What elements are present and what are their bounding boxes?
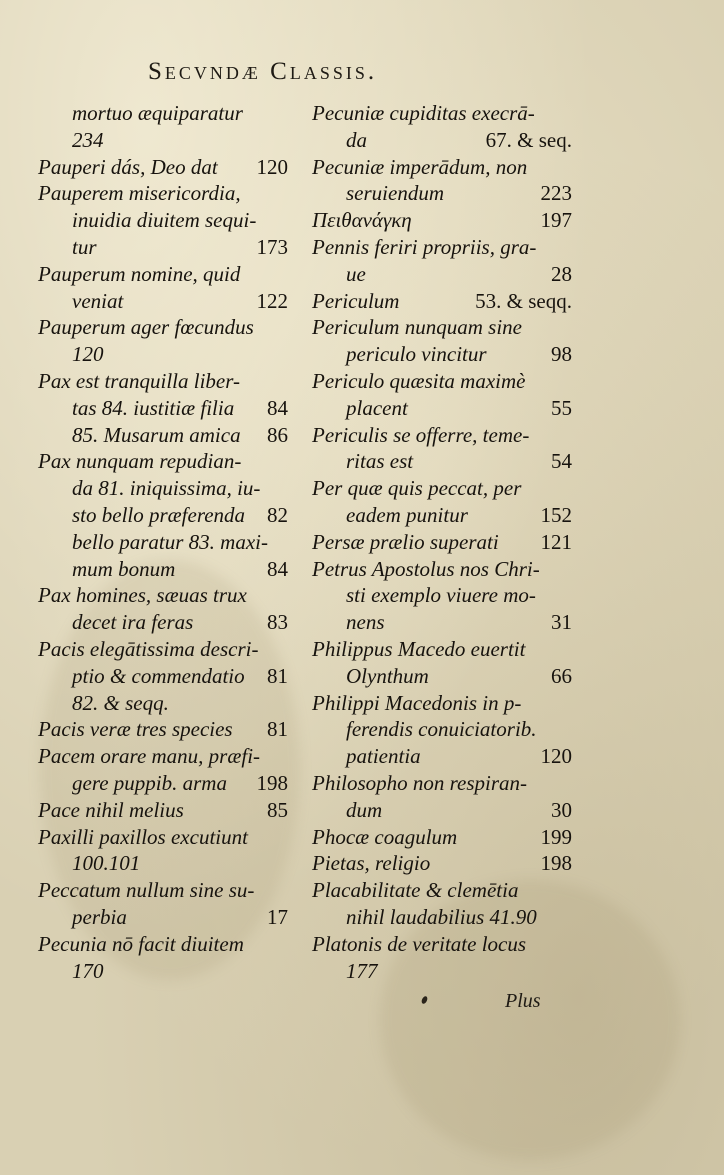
entry-page-number: 67. & seq. [485, 127, 572, 152]
entry-page-number: 121 [540, 529, 572, 554]
entry-text: Periculis se offerre, teme- [312, 422, 530, 447]
entry-page-number: 82 [267, 502, 288, 527]
entry-text: Pecuniæ imperādum, non [312, 154, 528, 179]
index-entry [38, 743, 288, 770]
entry-text: Pacis elegātissima descri- [38, 636, 259, 661]
entry-page-number: 31 [551, 610, 572, 635]
entry-page-number: 223 [540, 181, 572, 206]
entry-text: sto bello præferenda [72, 502, 246, 527]
entry-page-number: 120 [256, 154, 288, 179]
index-entry [38, 288, 288, 315]
entry-text: mum bonum [72, 556, 176, 581]
index-entry [312, 154, 572, 181]
index-entry [38, 314, 288, 341]
index-entry [38, 609, 288, 636]
index-entry [312, 368, 572, 395]
entry-text: ritas est [346, 449, 414, 474]
index-entry [312, 824, 572, 851]
index-entry [38, 154, 288, 181]
entry-text: patientia [346, 744, 421, 769]
index-entry [38, 395, 288, 422]
entry-text: Pecunia nō facit diuitem [38, 931, 244, 956]
entry-text: Pacem orare manu, præfi- [38, 744, 261, 769]
index-entry [312, 663, 572, 690]
index-entry [38, 931, 288, 958]
index-entry [312, 877, 572, 904]
entry-page-number: 81 [267, 663, 288, 688]
index-entry [38, 797, 288, 824]
index-entry [38, 582, 288, 609]
index-entry [38, 690, 288, 717]
running-header: Secvndæ Classis. [148, 58, 378, 85]
entry-page-number: 17 [267, 904, 288, 929]
index-entry [38, 448, 288, 475]
index-entry [312, 502, 572, 529]
index-entry [312, 529, 572, 556]
index-entry [312, 395, 572, 422]
entry-text: 177 [346, 958, 378, 983]
entry-text: Pacis veræ tres species [38, 717, 233, 742]
index-entry [312, 850, 572, 877]
entry-page-number: 53. & seqq. [475, 288, 572, 313]
index-entry [38, 422, 288, 449]
entry-text: 170 [72, 958, 104, 983]
entry-page-number: 85 [267, 797, 288, 822]
index-entry [38, 529, 288, 556]
entry-text: ptio & commendatio [72, 663, 245, 688]
index-entry [312, 770, 572, 797]
entry-text: Persæ prælio superati [312, 529, 499, 554]
entry-text: veniat [72, 288, 124, 313]
entry-text: 85. Musarum amica [72, 422, 241, 447]
index-entry [312, 716, 572, 743]
index-column-right [312, 100, 572, 984]
index-entry [38, 877, 288, 904]
index-entry [312, 341, 572, 368]
index-entry [38, 636, 288, 663]
entry-page-number: 173 [256, 234, 288, 259]
entry-text: perbia [72, 904, 127, 929]
entry-page-number: 199 [540, 824, 572, 849]
entry-text: Pecuniæ cupiditas execrā- [312, 101, 535, 125]
entry-text: da [346, 127, 367, 152]
index-column-left [38, 100, 288, 984]
entry-text: gere puppib. arma [72, 770, 227, 795]
index-entry [38, 770, 288, 797]
index-entry [38, 261, 288, 288]
entry-page-number: 152 [540, 502, 572, 527]
index-entry [312, 288, 572, 315]
entry-page-number: 66 [551, 663, 572, 688]
entry-text: Placabilitate & clemētia [312, 878, 519, 903]
index-entry [38, 663, 288, 690]
entry-text: 82. & seqq. [72, 690, 169, 715]
entry-text: Philippus Macedo euertit [312, 636, 526, 661]
entry-text: Phocæ coagulum [312, 824, 458, 849]
entry-page-number: 122 [256, 288, 288, 313]
entry-text: sti exemplo viuere mo- [346, 583, 536, 608]
entry-text: bello paratur 83. maxi- [72, 529, 268, 554]
entry-text: inuidia diuitem sequi- [72, 208, 257, 233]
index-entry [38, 475, 288, 502]
index-entry [38, 556, 288, 583]
entry-page-number: 84 [267, 395, 288, 420]
entry-text: Pauperem misericordia, [38, 181, 241, 206]
entry-page-number: 98 [551, 342, 572, 367]
index-entry [38, 127, 288, 154]
entry-page-number: 198 [256, 770, 288, 795]
entry-text: tur [72, 234, 97, 259]
entry-page-number: 83 [267, 610, 288, 635]
entry-text: Periculo quæsita maximè [312, 368, 526, 393]
index-entry [312, 180, 572, 207]
entry-text: Pauperum ager fœcundus [38, 315, 254, 340]
index-entry [312, 475, 572, 502]
entry-text: Per quæ quis peccat, per [312, 476, 522, 501]
entry-text: Pauperi dás, Deo dat [38, 154, 218, 179]
entry-page-number: 120 [540, 744, 572, 769]
entry-text: Philippi Macedonis in p- [312, 690, 522, 715]
entry-text: dum [346, 797, 383, 822]
index-entry [312, 314, 572, 341]
entry-page-number: 198 [540, 851, 572, 876]
index-entry [312, 609, 572, 636]
entry-text: Pace nihil melius [38, 797, 184, 822]
index-entry [38, 207, 288, 234]
index-entry [38, 341, 288, 368]
entry-text: Pauperum nomine, quid [38, 261, 241, 286]
entry-page-number: 84 [267, 556, 288, 581]
index-entry [38, 234, 288, 261]
entry-text: ue [346, 261, 366, 286]
entry-text: 234 [72, 127, 104, 152]
entry-text: ferendis conuiciatorib. [346, 717, 537, 742]
index-entry [38, 502, 288, 529]
entry-page-number: 197 [540, 208, 572, 233]
index-entry [38, 180, 288, 207]
entry-page-number: 55 [551, 395, 572, 420]
index-entry [38, 850, 288, 877]
entry-text: da 81. iniquissima, iu- [72, 476, 261, 501]
entry-text: 100.101 [72, 851, 141, 876]
entry-text: Peccatum nullum sine su- [38, 878, 255, 903]
index-entry [312, 797, 572, 824]
entry-text: periculo vincitur [346, 342, 487, 367]
index-entry [312, 127, 572, 154]
index-entry [38, 958, 288, 985]
entry-text: Πειθανάγκη [312, 208, 412, 233]
entry-text: nens [346, 610, 385, 635]
index-entry [312, 904, 572, 931]
catchword: Plus [505, 990, 541, 1012]
index-entry [312, 100, 572, 127]
entry-text: Olynthum [346, 663, 429, 688]
entry-text: tas 84. iustitiæ filia [72, 395, 235, 420]
entry-text: Pax homines, sæuas trux [38, 583, 247, 608]
entry-text: Philosopho non respiran- [312, 770, 528, 795]
entry-text: Pax nunquam repudian- [38, 449, 242, 474]
index-entry [312, 422, 572, 449]
entry-page-number: 28 [551, 261, 572, 286]
index-entry [312, 636, 572, 663]
entry-page-number: 30 [551, 797, 572, 822]
index-entry [312, 448, 572, 475]
entry-page-number: 54 [551, 449, 572, 474]
entry-text: seruiendum [346, 181, 444, 206]
index-entry [312, 690, 572, 717]
entry-text: placent [346, 395, 408, 420]
index-entry [38, 904, 288, 931]
index-entry [312, 931, 572, 958]
entry-text: Pennis feriri propriis, gra- [312, 234, 537, 259]
index-entry [312, 234, 572, 261]
index-entry [312, 582, 572, 609]
entry-text: Pietas, religio [312, 851, 431, 876]
entry-page-number: 81 [267, 717, 288, 742]
entry-text: Platonis de veritate locus [312, 931, 527, 956]
index-entry [312, 958, 572, 985]
index-entry [38, 368, 288, 395]
index-entry [38, 824, 288, 851]
index-entry [38, 716, 288, 743]
entry-text: Pax est tranquilla liber- [38, 368, 240, 393]
entry-text: nihil laudabilius 41.90 [346, 904, 537, 929]
entry-text: 120 [72, 342, 104, 367]
entry-text: Periculum [312, 288, 400, 313]
entry-page-number: 86 [267, 422, 288, 447]
entry-text: eadem punitur [346, 502, 468, 527]
entry-text: Paxilli paxillos excutiunt [38, 824, 248, 849]
index-entry [312, 261, 572, 288]
index-entry [312, 743, 572, 770]
index-entry [312, 556, 572, 583]
entry-text: Periculum nunquam sine [312, 315, 522, 340]
entry-text: decet ira feras [72, 610, 194, 635]
entry-text: mortuo æquiparatur [72, 101, 243, 125]
entry-text: Petrus Apostolus nos Chri- [312, 556, 540, 581]
index-entry [312, 207, 572, 234]
index-entry [38, 100, 288, 127]
